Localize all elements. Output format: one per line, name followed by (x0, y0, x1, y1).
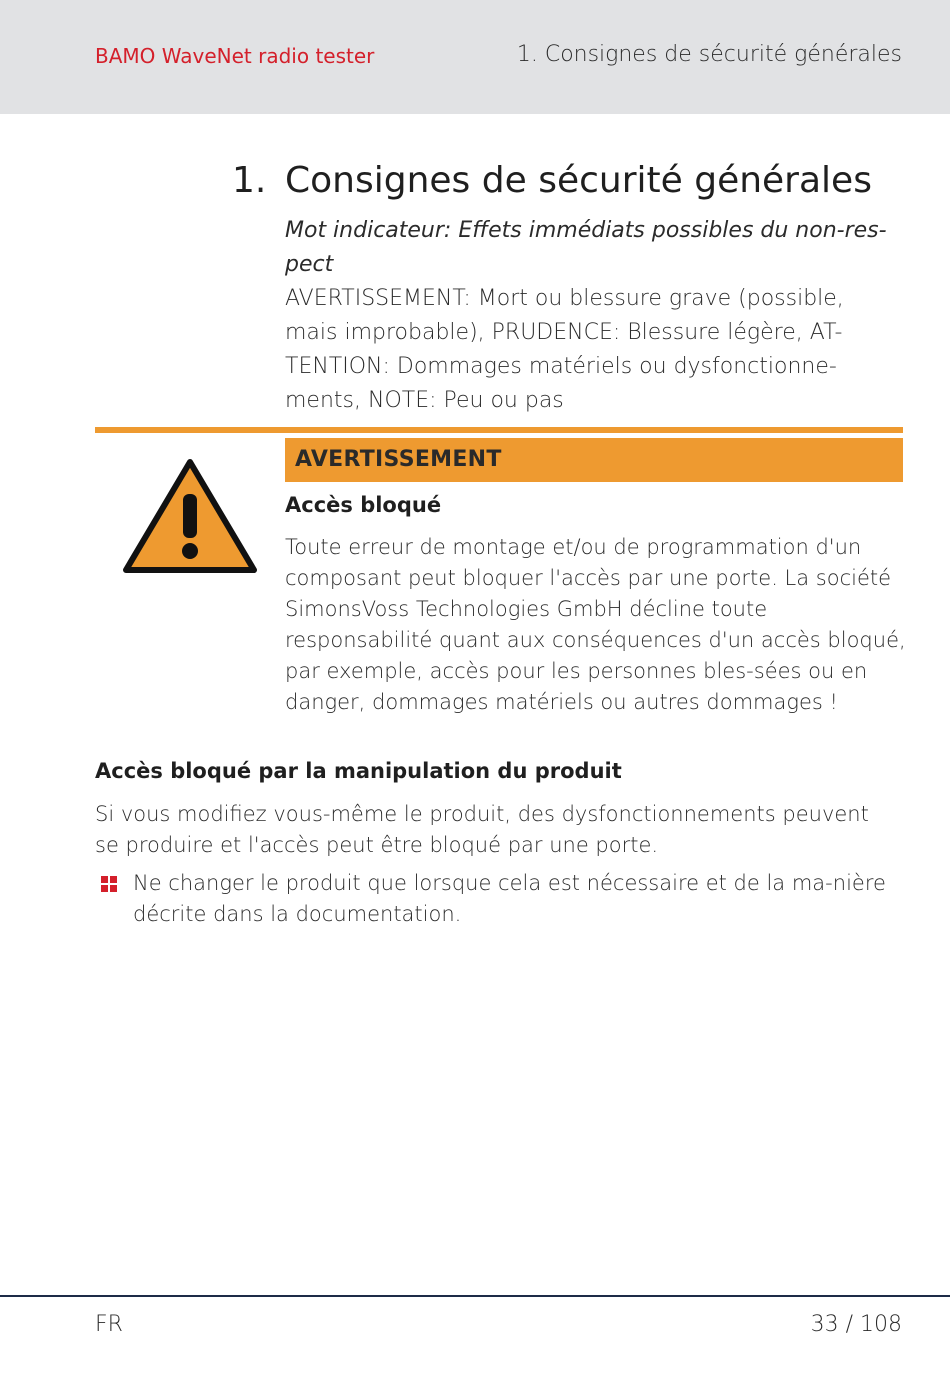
warning-top-rule (95, 427, 903, 433)
page-number: 33 / 108 (810, 1312, 902, 1337)
footer-divider (0, 1295, 950, 1297)
warning-heading: Accès bloqué (285, 493, 442, 517)
signal-word-intro: Mot indicateur: Effets immédiats possibles du non-res-pect (285, 218, 887, 277)
section-paragraph: Si vous modifiez vous-même le produit, des dysfonctionnements peuvent se produire et l'accès peut être bloqué par une porte. (95, 802, 869, 857)
signal-word-description: AVERTISSEMENT: Mort ou blessure grave (possible, mais improbable), PRUDENCE: Blessure légère, AT-TENTION: Dommages matériels ou dysfonctionne-ments, NOTE: Peu ou pas (285, 286, 844, 413)
header-product-name: BAMO WaveNet radio tester (95, 44, 375, 68)
warning-label: AVERTISSEMENT (295, 447, 502, 472)
page-header (0, 0, 950, 114)
section-heading: Accès bloqué par la manipulation du produit (95, 759, 622, 783)
warning-body: Toute erreur de montage et/ou de programmation d'un composant peut bloquer l'accès par une porte. La société SimonsVoss Technologies GmbH décline toute responsabilité quant aux conséquences d'un accès bloqué, par exemple, accès pour les personnes bles-sées ou en danger, dommages matériels ou autres dommages ! (285, 535, 906, 714)
warning-banner (285, 438, 903, 482)
header-section-title: 1. Consignes de sécurité générales (516, 42, 902, 67)
chapter-title: Consignes de sécurité générales (285, 160, 872, 201)
list-item: Ne changer le produit que lorsque cela est nécessaire et de la ma-nière décrite dans la documentation. (133, 871, 886, 926)
footer-language: FR (95, 1312, 123, 1337)
warning-triangle-icon (122, 456, 258, 576)
red-square-bullet-icon (101, 876, 117, 892)
chapter-number: 1. (232, 160, 267, 201)
